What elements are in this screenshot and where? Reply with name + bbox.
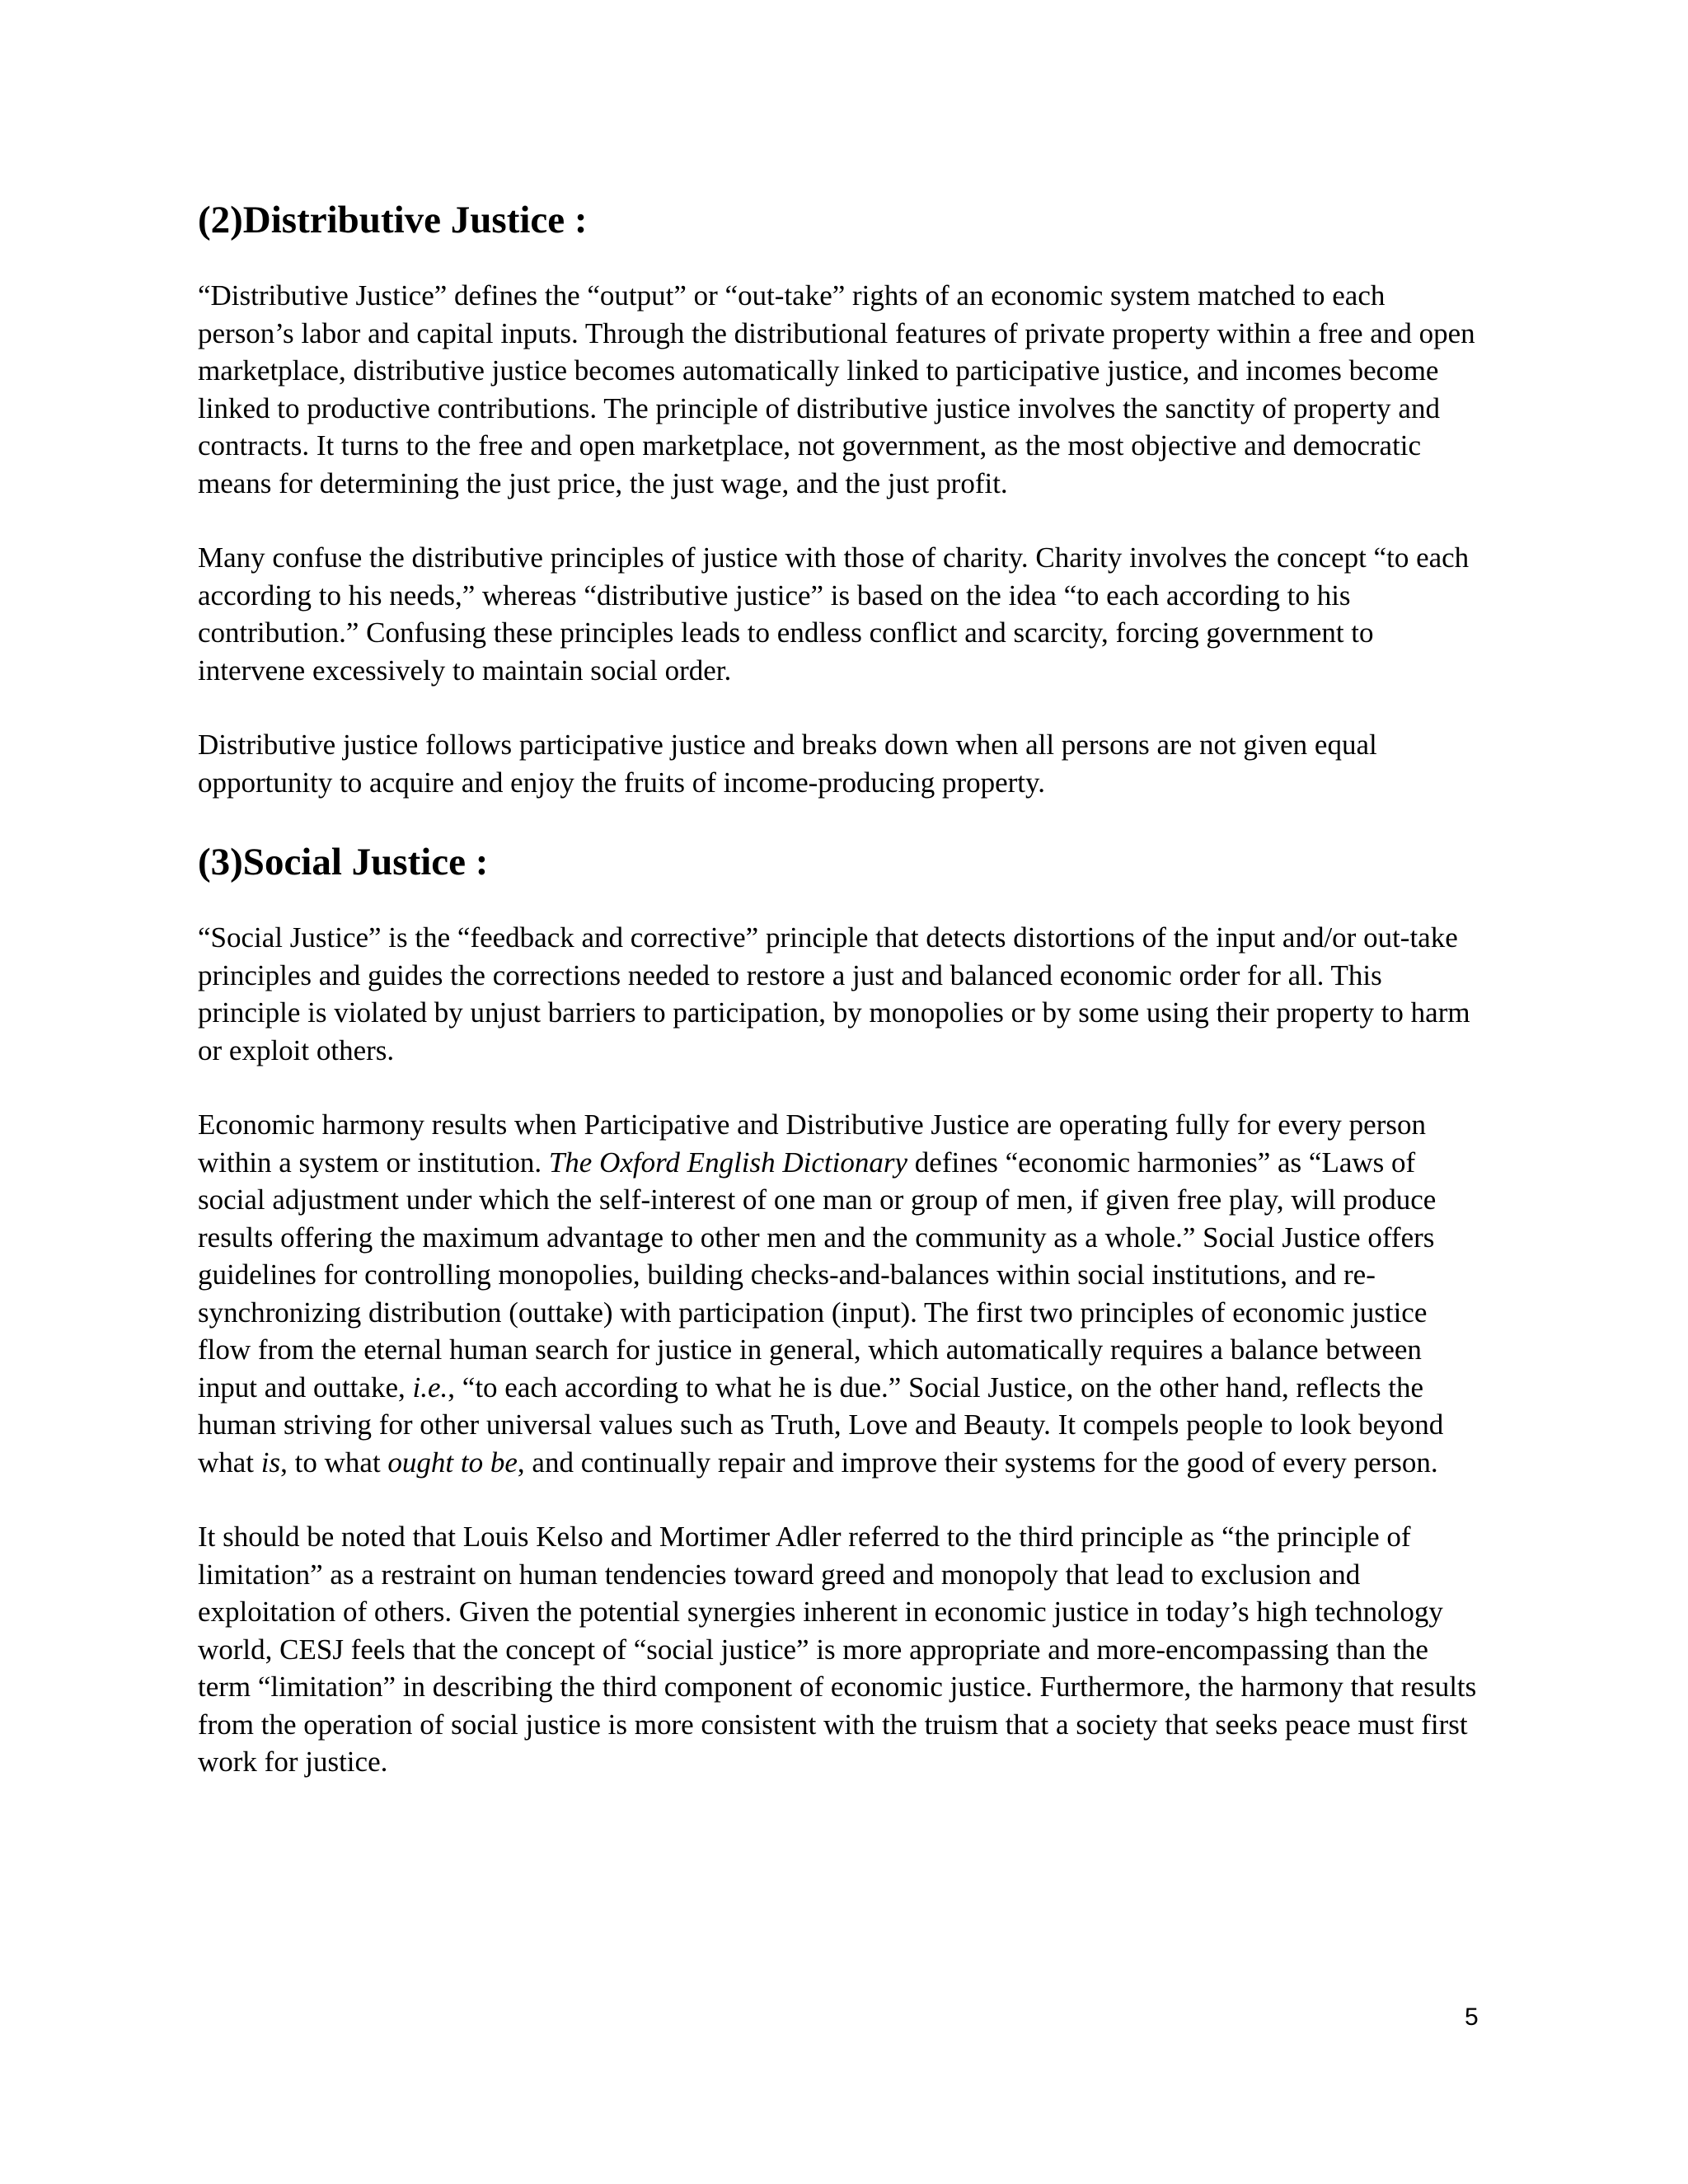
paragraph-text: “Distributive Justice” defines the “output” or “out-take” rights of an economic system matched to each person’s labor and capital inputs. Through the distributional features of private property within a free and open marketplace, distributive justice becomes automatically linked to participative justice, and incomes become linked to productive contributions. The principle of distributive justice involves the sanctity of property and contracts. It turns to the free and open marketplace, not government, as the most objective and democratic means for determining the just price, the just wage, and the just profit.: [198, 279, 1475, 499]
italic-is: is: [260, 1446, 281, 1479]
paragraph-distributive-definition: [198, 277, 1479, 502]
paragraph-charity-comparison: [198, 539, 1479, 689]
italic-dictionary-title: The Oxford English Dictionary: [548, 1146, 908, 1179]
paragraph-text: defines “economic harmonies” as “Laws of social adjustment under which the self-interest of one man or group of men, if given free play, will produce results offering the maximum advantage to other men and the community as a whole.” Social Justice offers guidelines for controlling monopolies, building checks-and-balances within social institutions, and re-synchronizing distribution (outtake) with participation (input). The first two principles of economic justice flow from the eternal human search for justice in general, which automatically requires a balance between input and outtake,: [198, 1146, 1437, 1404]
paragraph-text: It should be noted that Louis Kelso and Mortimer Adler referred to the third principle as “the principle of limitation” as a restraint on human tendencies toward greed and monopoly that lead to exclusion and exploitation of others. Given the potential synergies inherent in economic justice in today’s high technology world, CESJ feels that the concept of “social justice” is more appropriate and more-encompassing than the term “limitation” in describing the third component of economic justice. Furthermore, the harmony that results from the operation of social justice is more consistent with the truism that a society that seeks peace must first work for justice.: [198, 1521, 1477, 1778]
paragraph-distributive-follows: [198, 726, 1479, 801]
paragraph-social-justice-definition: [198, 919, 1479, 1069]
paragraph-economic-harmony: [198, 1106, 1479, 1481]
italic-ie: i.e.: [412, 1371, 448, 1404]
italic-ought-to-be: ought to be: [387, 1446, 518, 1479]
paragraph-kelso-adler: [198, 1518, 1479, 1781]
paragraph-text: “Social Justice” is the “feedback and corrective” principle that detects distortions of the input and/or out-take principles and guides the corrections needed to restore a just and balanced economic order for all. This principle is violated by unjust barriers to participation, by monopolies or by some using their property to harm or exploit others.: [198, 921, 1470, 1066]
section-heading-social-justice: (3)Social Justice :: [198, 841, 489, 883]
paragraph-text: , and continually repair and improve their systems for the good of every person.: [517, 1446, 1438, 1479]
document-body: [198, 196, 1479, 1781]
paragraph-text: , to what: [280, 1446, 388, 1479]
paragraph-text: , “to each according to what he is due.” Social Justice, on the other hand, reflects the human striving for other universal values such as Truth, Love and Beauty. It compels people to look beyond what: [198, 1371, 1444, 1479]
paragraph-text: Distributive justice follows participative justice and breaks down when all persons are not given equal opportunity to acquire and enjoy the fruits of income-producing property.: [198, 729, 1377, 799]
section-heading-distributive-justice: (2)Distributive Justice :: [198, 199, 588, 241]
paragraph-text: Economic harmony results when Participative and Distributive Justice are operating fully for every person within a system or institution.: [198, 1108, 1426, 1179]
paragraph-text: Many confuse the distributive principles of justice with those of charity. Charity involves the concept “to each according to his needs,” whereas “distributive justice” is based on the idea “to each according to his contribution.” Confusing these principles leads to endless conflict and scarcity, forcing government to intervene excessively to maintain social order.: [198, 541, 1470, 687]
page-number: 5: [1465, 2004, 1479, 2031]
